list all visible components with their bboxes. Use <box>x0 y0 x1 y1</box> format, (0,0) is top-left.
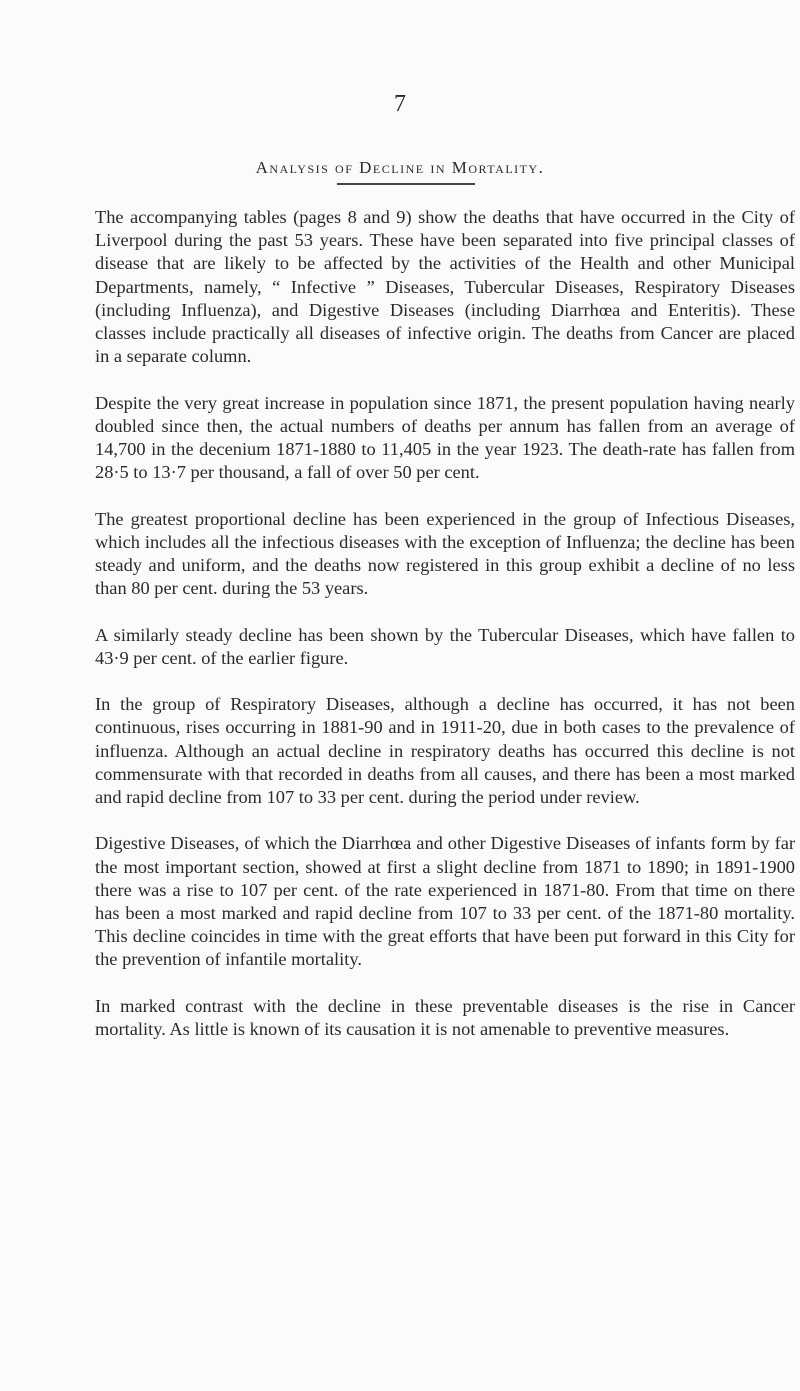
paragraph-2: Despite the very great increase in population since 1871, the present population having nearly doubled since then, the actual numbers of deaths per annum has fallen from an average of 14,700 in the decenium 1871-1880 to 11,405 in the year 1923. The death-rate has fallen from 28·5 to 13·7 per thousand, a fall of over 50 per cent. <box>95 392 795 483</box>
heading-underline <box>337 183 475 185</box>
paragraph-5: In the group of Respiratory Diseases, although a decline has occurred, it has not been continuous, rises occurring in 1881-90 and in 1911-20, due in both cases to the prevalence of influenza. Although an actual decline in respiratory deaths has occurred this decline is not commensurate with that recorded in deaths from all causes, and there has been a most marked and rapid decline from 107 to 33 per cent. during the period under review. <box>95 694 795 808</box>
paragraph-4: A similarly steady decline has been shown by the Tubercular Diseases, which have fallen to 43·9 per cent. of the earlier figure. <box>95 624 795 668</box>
paragraph-6: Digestive Diseases, of which the Diarrhœa and other Digestive Diseases of infants form by far the most important section, showed at first a slight decline from 1871 to 1890; in 1891-1900 there was a rise to 107 per cent. of the rate experienced in 1871-80. From that time on there has been a most marked and rapid decline from 107 to 33 per cent. of the 1871-80 mortality. This decline coincides in time with the great efforts that have been put forward in this City for the prevention of infantile mortality. <box>95 833 795 970</box>
body-text <box>95 206 795 1064</box>
paragraph-3: The greatest proportional decline has been experienced in the group of Infectious Diseases, which includes all the infectious diseases with the exception of Influenza; the decline has been steady and uniform, and the deaths now registered in this group exhibit a decline of no less than 80 per cent. during the 53 years. <box>95 508 795 599</box>
page-number: 7 <box>394 91 406 117</box>
paragraph-7: In marked contrast with the decline in these preventable diseases is the rise in Cancer mortality. As little is known of its causation it is not amenable to preventive measures. <box>95 995 795 1040</box>
paragraph-1: The accompanying tables (pages 8 and 9) show the deaths that have occurred in the City of Liverpool during the past 53 years. These have been separated into five principal classes of disease that are likely to be affected by the activities of the Health and other Municipal Departments, namely, “ Infective ” Diseases, Tubercular Diseases, Respiratory Diseases (including Influenza), and Digestive Diseases (including Diarrhœa and Enteritis). These classes include practically all diseases of infective origin. The deaths from Cancer are placed in a separate column. <box>95 207 795 367</box>
section-heading: Analysis of Decline in Mortality. <box>255 158 545 177</box>
